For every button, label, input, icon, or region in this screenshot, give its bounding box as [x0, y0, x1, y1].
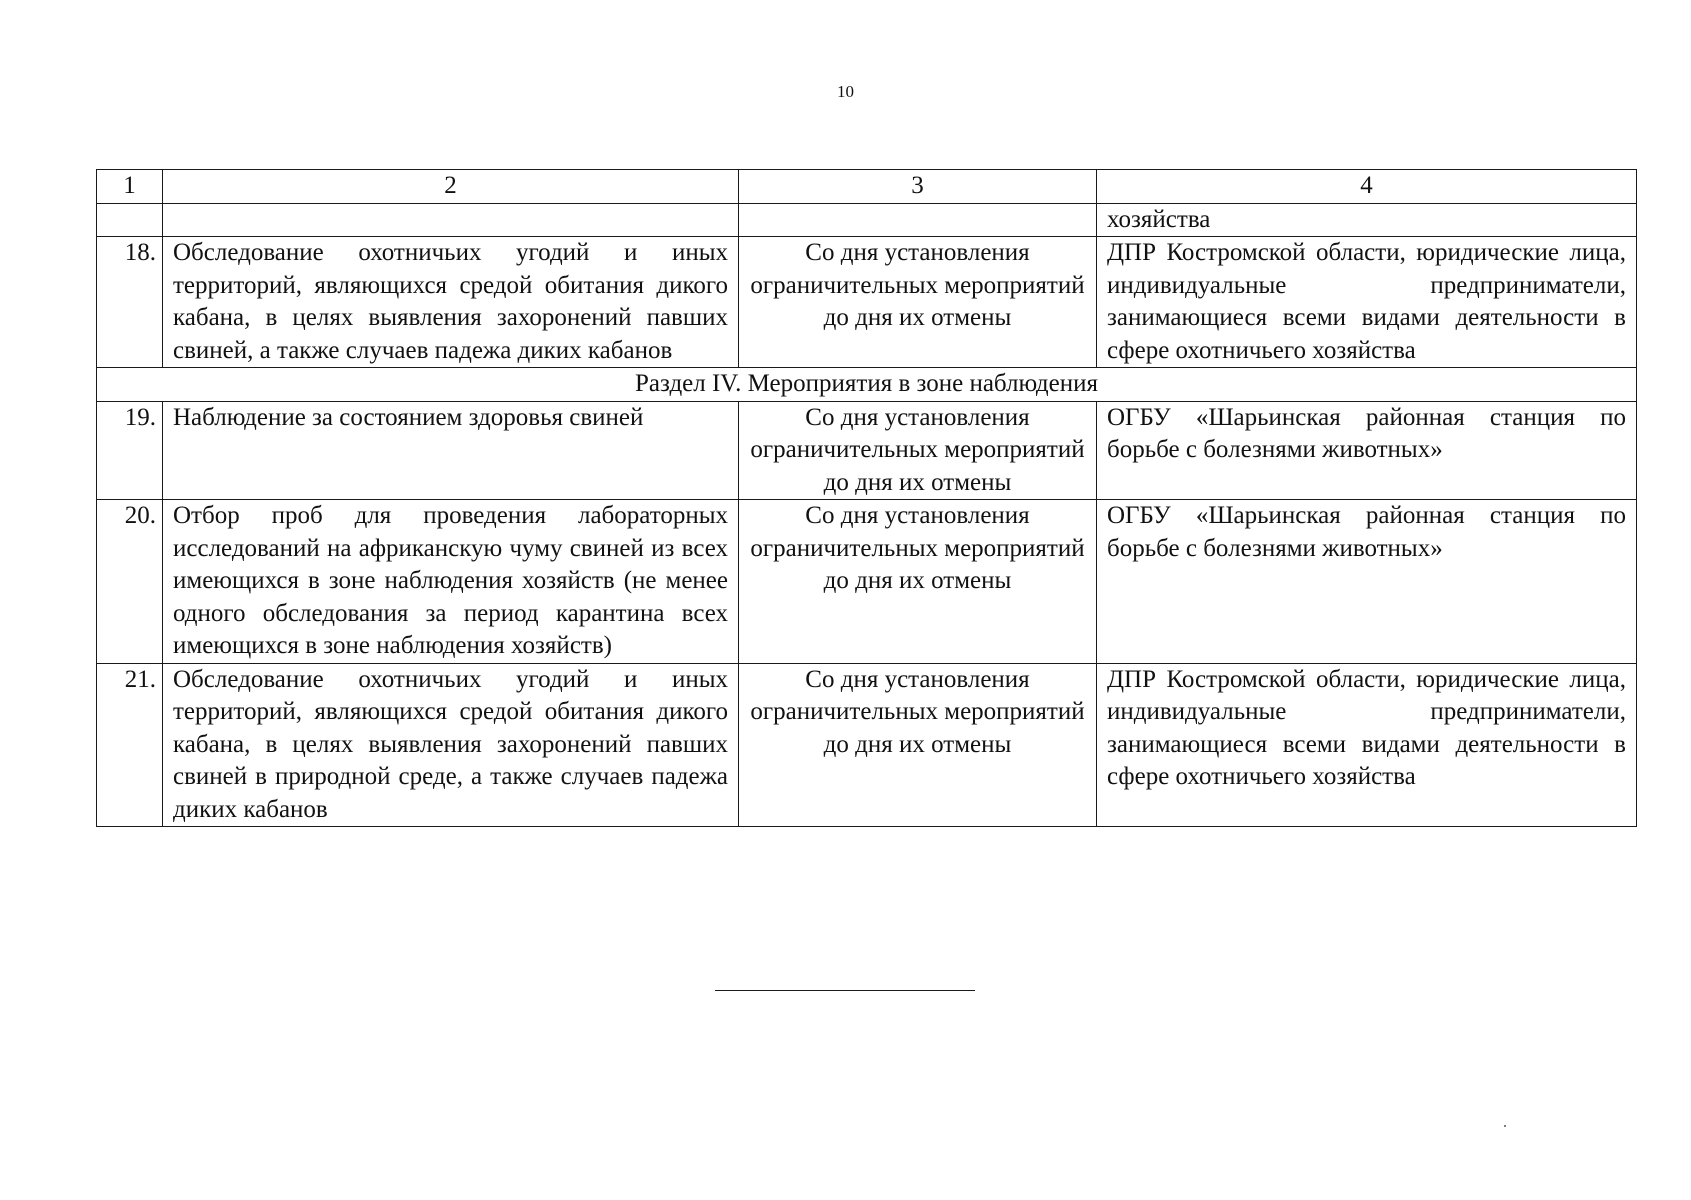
cell-responsible: ДПР Костромской области, юридические лица, индивидуальные предприниматели, занимающиеся всеми видами деятельности в сфере охотничьего хозяйства	[1097, 237, 1637, 368]
cell-activity: Обследование охотничьих угодий и иных территорий, являющихся средой обитания дикого кабана, в целях выявления захоронений павших свиней, а также случаев падежа диких кабанов	[163, 237, 739, 368]
column-number-2: 2	[163, 170, 739, 204]
end-rule	[715, 990, 975, 991]
row-number: 18.	[97, 237, 163, 368]
cell-activity: Отбор проб для проведения лабораторных исследований на африканскую чуму свиней из всех имеющихся в зоне наблюдения хозяйств (не менее одного обследования за период карантина всех имеющихся в зоне наблюдения хозяйств)	[163, 500, 739, 664]
cell-period: Со дня установления ограничительных мероприятий до дня их отмены	[739, 663, 1097, 827]
column-number-3: 3	[739, 170, 1097, 204]
cell-responsible-continuation: хозяйства	[1097, 203, 1637, 237]
row-number: 20.	[97, 500, 163, 664]
cell-responsible: ДПР Костромской области, юридические лица, индивидуальные предприниматели, занимающиеся всеми видами деятельности в сфере охотничьего хозяйства	[1097, 663, 1637, 827]
cell-activity: Наблюдение за состоянием здоровья свиней	[163, 401, 739, 500]
section-title: Раздел IV. Мероприятия в зоне наблюдения	[97, 368, 1637, 402]
column-number-1: 1	[97, 170, 163, 204]
section-row	[97, 368, 1637, 402]
cell-period: Со дня установления ограничительных мероприятий до дня их отмены	[739, 500, 1097, 664]
table-header-row	[97, 170, 1637, 204]
cell-activity: Обследование охотничьих угодий и иных территорий, являющихся средой обитания дикого кабана, в целях выявления захоронений павших свиней в природной среде, а также случаев падежа диких кабанов	[163, 663, 739, 827]
table-row	[97, 663, 1637, 827]
row-number: 21.	[97, 663, 163, 827]
measures-table	[96, 169, 1637, 827]
table-row	[97, 237, 1637, 368]
column-number-4: 4	[1097, 170, 1637, 204]
cell-period: Со дня установления ограничительных мероприятий до дня их отмены	[739, 401, 1097, 500]
table-row-continuation	[97, 203, 1637, 237]
cell-responsible: ОГБУ «Шарьинская районная станция по борьбе с болезнями животных»	[1097, 500, 1637, 664]
page-number: 10	[837, 82, 854, 101]
cell-responsible: ОГБУ «Шарьинская районная станция по борьбе с болезнями животных»	[1097, 401, 1637, 500]
cell-empty	[739, 203, 1097, 237]
table-row	[97, 500, 1637, 664]
cell-empty	[163, 203, 739, 237]
cell-period: Со дня установления ограничительных мероприятий до дня их отмены	[739, 237, 1097, 368]
cell-empty	[97, 203, 163, 237]
table-row	[97, 401, 1637, 500]
scan-speck	[1504, 1125, 1506, 1127]
row-number: 19.	[97, 401, 163, 500]
